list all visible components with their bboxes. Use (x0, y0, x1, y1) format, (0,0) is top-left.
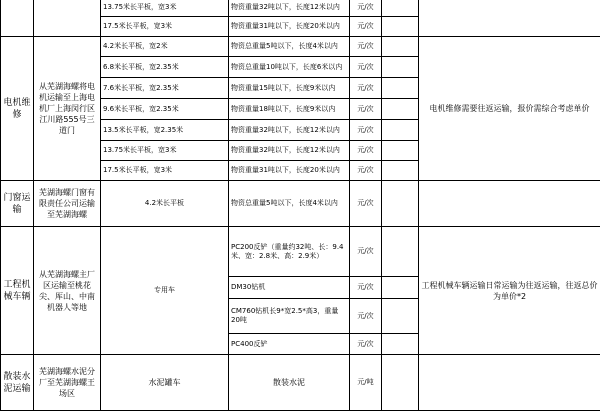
unit-cell: 元/次 (350, 99, 382, 120)
note-window-transport (419, 181, 600, 227)
spec-cell: 物资总重量5吨以下，长度4米以内 (229, 37, 350, 57)
vehicle-cell: 7.6米长平板，宽2.35米 (101, 78, 229, 99)
unit-cell: 元/次 (350, 57, 382, 78)
price-cell[interactable] (382, 37, 419, 57)
vehicle-cell: 6.8米长平板，宽2.35米 (101, 57, 229, 78)
vehicle-cell: 17.5米长平板，宽3米 (101, 17, 229, 37)
price-cell[interactable] (382, 299, 419, 334)
price-cell[interactable] (382, 181, 419, 227)
unit-cell: 元/次 (350, 78, 382, 99)
spec-cell: PC400反铲 (229, 334, 350, 355)
category-cement-transport: 散装水泥运输 (1, 355, 34, 411)
vehicle-machinery: 专用车 (101, 227, 229, 355)
price-cell[interactable] (382, 334, 419, 355)
unit-cell: 元/次 (350, 277, 382, 299)
table-row (1, 181, 600, 227)
spec-cell: 散装水泥 (229, 355, 350, 411)
spec-cell: 物资重量32吨以下，长度12米以内 (229, 120, 350, 141)
spec-cell: 物资重量18吨以下，长度9米以内 (229, 99, 350, 120)
price-cell[interactable] (382, 0, 419, 17)
table-row (1, 37, 600, 57)
note-cement-transport (419, 355, 600, 411)
price-cell[interactable] (382, 17, 419, 37)
unit-cell: 元/次 (350, 299, 382, 334)
category-cell-top (1, 0, 34, 37)
unit-cell: 元/次 (350, 0, 382, 17)
note-motor-repair: 电机维修需要往返运输，报价需综合考虑单价 (419, 37, 600, 181)
spec-cell: PC200反铲（重量约32吨、长：9.4米、宽：2.8米、高：2.9米） (229, 227, 350, 277)
unit-cell: 元/次 (350, 181, 382, 227)
price-cell[interactable] (382, 78, 419, 99)
table-row (1, 0, 600, 17)
vehicle-cell: 17.5米长平板，宽3米 (101, 161, 229, 181)
vehicle-cell: 13.5米长平板，宽2.35米 (101, 120, 229, 141)
spec-cell: 物资重量15吨以下，长度9米以内 (229, 78, 350, 99)
spec-cell: 物资重量32吨以下，长度12米以内 (229, 141, 350, 161)
unit-cell: 元/次 (350, 334, 382, 355)
vehicle-cell: 9.6米长平板，宽2.35米 (101, 99, 229, 120)
route-motor-repair: 从芜湖海螺将电机运输至上海电机厂上海闵行区江川路555号三道门 (34, 37, 101, 181)
route-cell-top (34, 0, 101, 37)
price-cell[interactable] (382, 277, 419, 299)
category-window-transport: 门窗运输 (1, 181, 34, 227)
price-cell[interactable] (382, 227, 419, 277)
route-cement-transport: 芜湖海螺水泥分厂至芜湖海螺王场区 (34, 355, 101, 411)
vehicle-cell: 4.2米长平板，宽2米 (101, 37, 229, 57)
note-cell-top (419, 0, 600, 37)
unit-cell: 元/次 (350, 141, 382, 161)
spec-cell: 物资重量32吨以下，长度12米以内 (229, 0, 350, 17)
vehicle-cell: 4.2米长平板 (101, 181, 229, 227)
spec-cell: 物资重量31吨以下，长度20米以内 (229, 17, 350, 37)
category-machinery: 工程机械车辆 (1, 227, 34, 355)
unit-cell: 元/吨 (350, 355, 382, 411)
spec-cell: 物资重量31吨以下，长度20米以内 (229, 161, 350, 181)
price-cell[interactable] (382, 355, 419, 411)
unit-cell: 元/次 (350, 17, 382, 37)
spec-cell: 物资总重量10吨以下，长度6米以内 (229, 57, 350, 78)
vehicle-cell: 水泥罐车 (101, 355, 229, 411)
vehicle-cell: 13.75米长平板，宽3米 (101, 0, 229, 17)
price-cell[interactable] (382, 141, 419, 161)
vehicle-cell: 13.75米长平板，宽3米 (101, 141, 229, 161)
spec-cell: CM760钻机长9*宽2.5*高3，重量20吨 (229, 299, 350, 334)
price-cell[interactable] (382, 99, 419, 120)
spec-cell: 物资总重量5吨以下，长度4米以内 (229, 181, 350, 227)
price-cell[interactable] (382, 57, 419, 78)
route-window-transport: 芜湖海螺门窗有限责任公司运输至芜湖海螺 (34, 181, 101, 227)
price-cell[interactable] (382, 120, 419, 141)
category-motor-repair: 电机维修 (1, 37, 34, 181)
unit-cell: 元/次 (350, 227, 382, 277)
spec-cell: DM30钻机 (229, 277, 350, 299)
unit-cell: 元/次 (350, 120, 382, 141)
route-machinery: 从芜湖海螺主厂区运输至桃花尖、厍山、中南机器人等地 (34, 227, 101, 355)
unit-cell: 元/次 (350, 161, 382, 181)
note-machinery: 工程机械车辆运输日常运输为往返运输，往返总价为单价*2 (419, 227, 600, 355)
unit-cell: 元/次 (350, 37, 382, 57)
price-cell[interactable] (382, 161, 419, 181)
table-row (1, 355, 600, 411)
table-row (1, 227, 600, 277)
